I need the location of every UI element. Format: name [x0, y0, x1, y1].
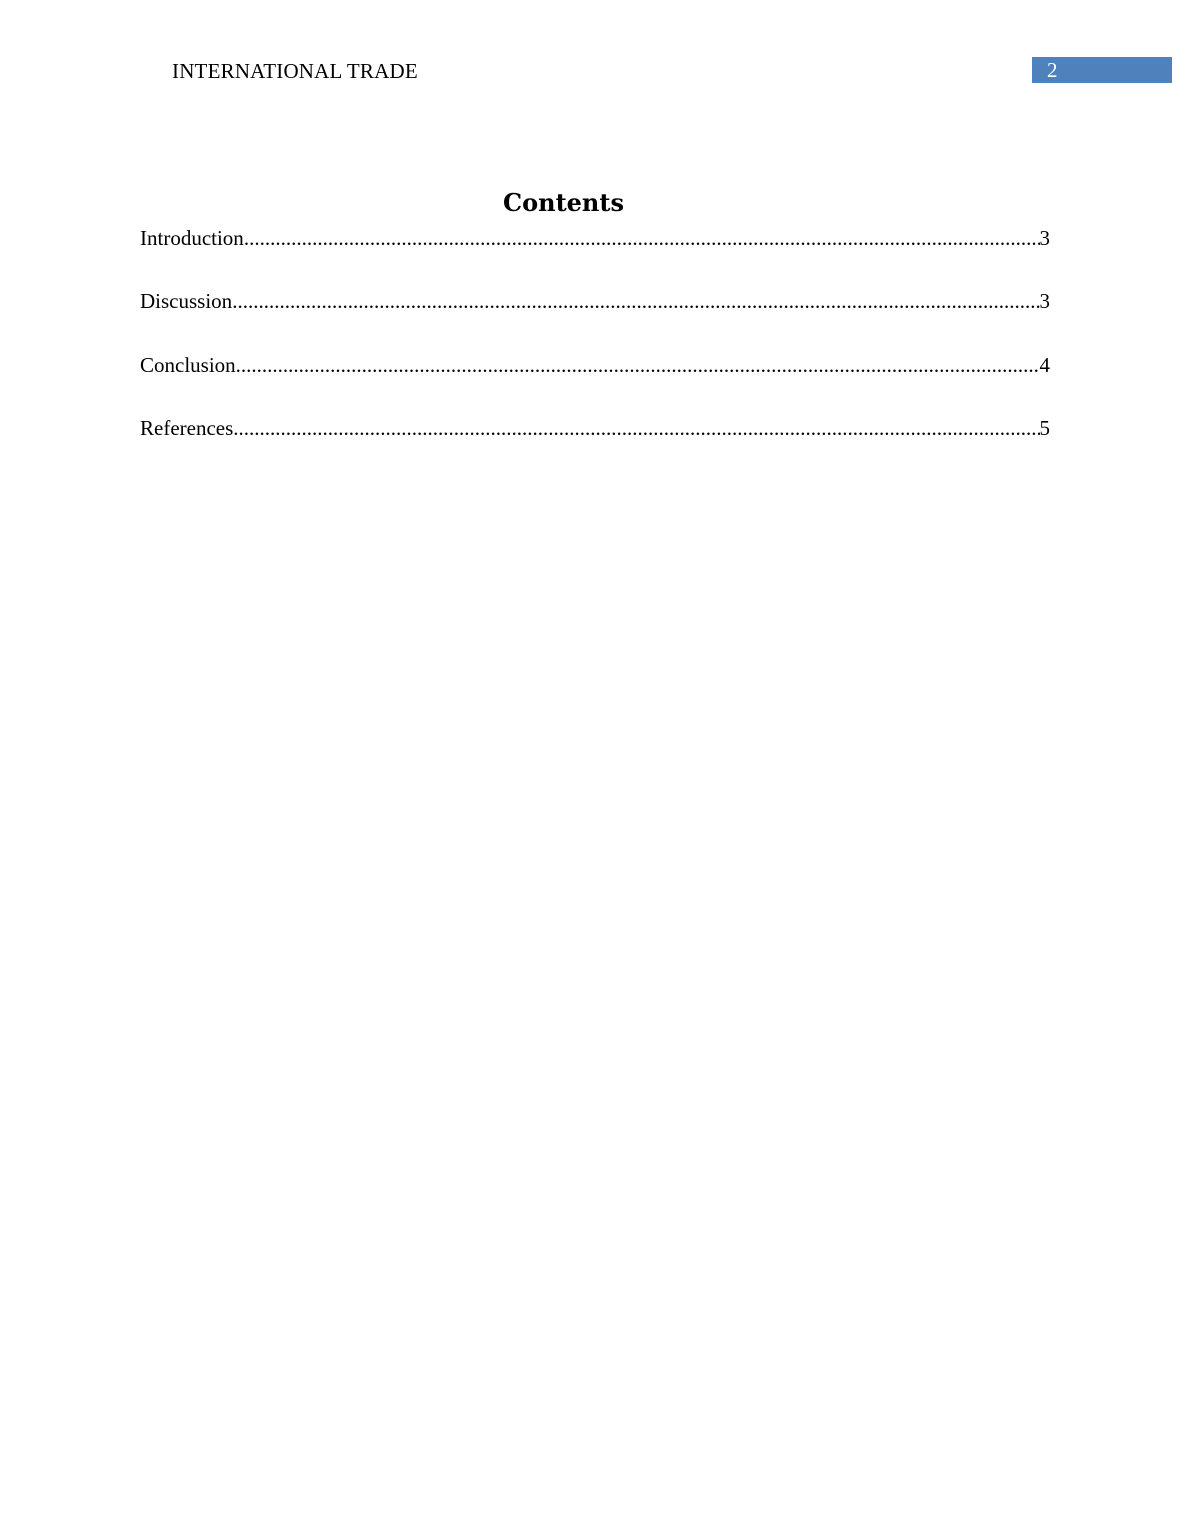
toc-entry-label: Conclusion: [140, 352, 236, 377]
page-number: 2: [1047, 58, 1058, 82]
toc-entry-references[interactable]: [140, 414, 1050, 442]
toc-dot-leader: [244, 224, 1040, 252]
toc-list: [140, 224, 1050, 477]
toc-entry-label: Introduction: [140, 226, 244, 250]
toc-entry-page: 4: [1039, 352, 1050, 377]
toc-entry-page: 5: [1039, 415, 1050, 440]
toc-entry-label: References: [140, 415, 234, 440]
toc-dot-leader: [233, 414, 1039, 442]
toc-dot-leader: [232, 287, 1039, 315]
toc-dot-leader: [236, 351, 1040, 379]
toc-entry-label: Discussion: [140, 289, 233, 314]
toc-entry-introduction[interactable]: [140, 224, 1050, 252]
toc-entry-discussion[interactable]: [140, 287, 1050, 315]
running-head: INTERNATIONAL TRADE: [172, 59, 418, 83]
toc-entry-page: 3: [1039, 289, 1050, 314]
toc-title: Contents: [503, 188, 624, 217]
page-number-box: [1032, 57, 1172, 83]
toc-entry-page: 3: [1039, 226, 1050, 250]
toc-entry-conclusion[interactable]: [140, 351, 1050, 379]
